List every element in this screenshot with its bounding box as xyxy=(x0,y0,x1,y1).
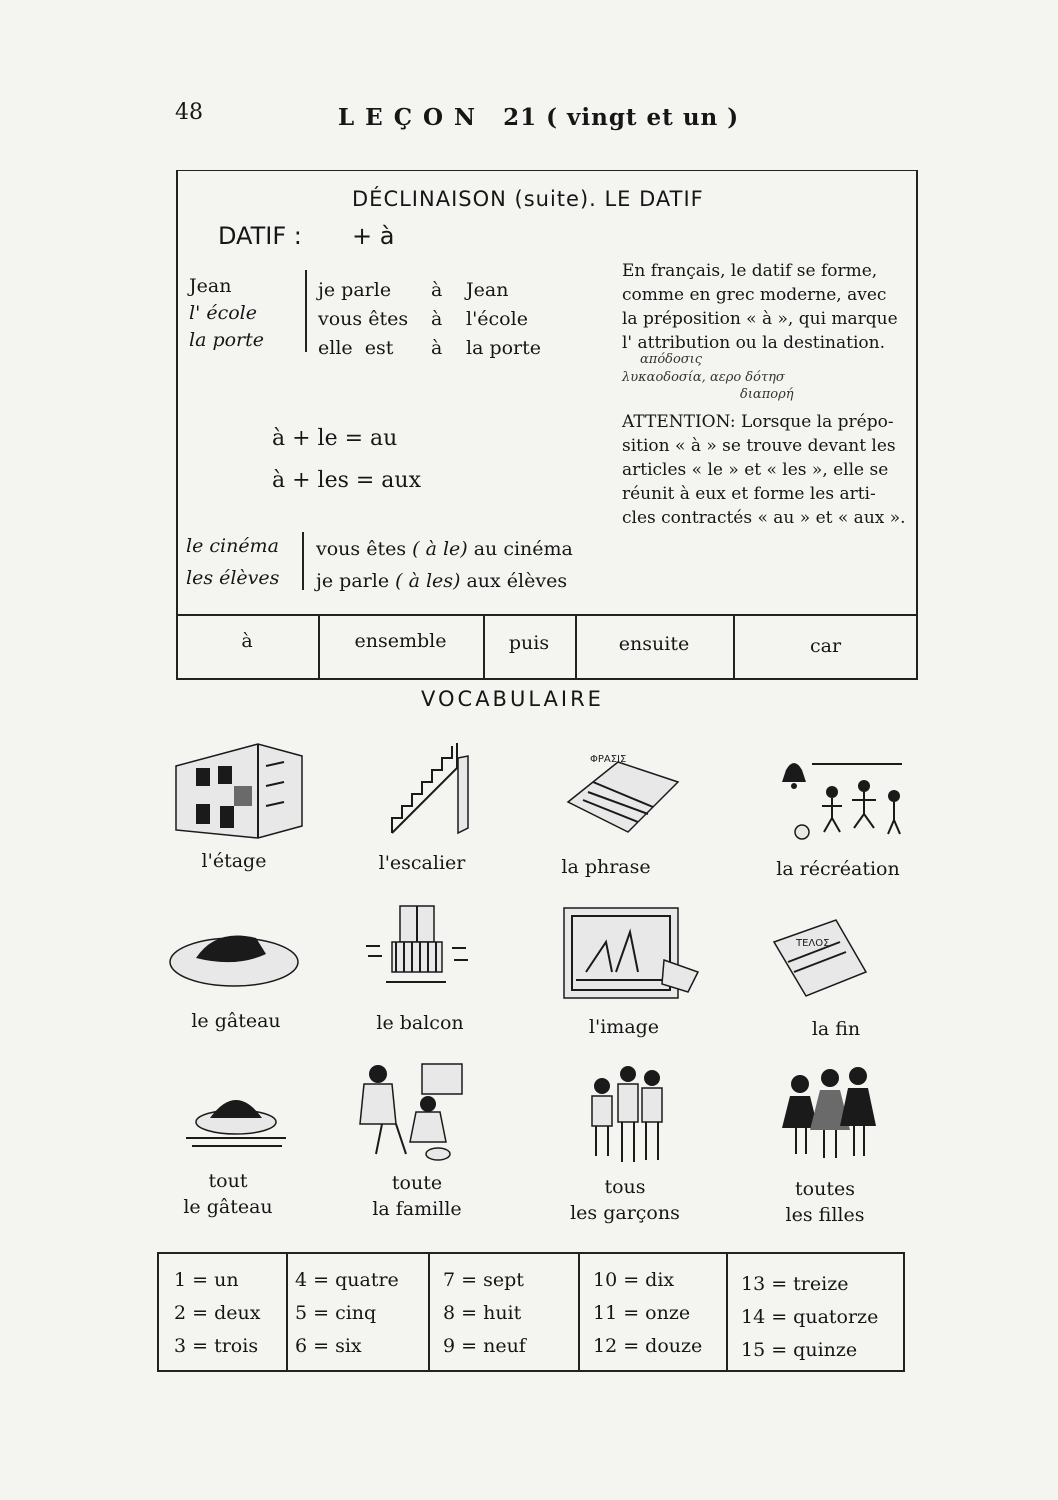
example-paren: ( à le) xyxy=(412,538,468,560)
explanation-line: la préposition « à », qui marque xyxy=(622,309,898,329)
attention-text xyxy=(622,410,912,530)
noun-ecole: l' école xyxy=(189,302,257,324)
tout-word: tous xyxy=(604,1176,646,1198)
explanation-text xyxy=(622,259,912,355)
sentence-pre: elle est xyxy=(318,337,394,359)
example-sentences xyxy=(316,533,573,597)
example-result: au cinéma xyxy=(473,538,573,560)
col-divider xyxy=(726,1252,728,1372)
number-entry: 5 = cinq xyxy=(295,1302,377,1324)
explanation-line: l' attribution ou la destination. xyxy=(622,333,886,353)
tout-noun: les filles xyxy=(785,1204,865,1226)
number-entry: 2 = deux xyxy=(174,1302,261,1324)
sentence-row xyxy=(318,305,558,334)
number-entry: 8 = huit xyxy=(443,1302,522,1324)
number-entry: 11 = onze xyxy=(593,1302,691,1324)
vocab-caption: l'image xyxy=(588,1016,660,1038)
number-entry: 7 = sept xyxy=(443,1269,524,1291)
girls-illustration xyxy=(778,1062,882,1166)
tout-word: toute xyxy=(391,1172,443,1194)
staircase-illustration xyxy=(372,738,472,838)
fin-label: ΤΕΛΟΣ xyxy=(796,938,830,949)
table-divider xyxy=(176,614,918,616)
bracket-line xyxy=(302,532,304,590)
noun-list xyxy=(189,273,264,354)
sentence-pre: je parle xyxy=(318,279,392,301)
vocab-caption: le balcon xyxy=(376,1012,464,1034)
numbers-col-3 xyxy=(443,1264,526,1363)
title-number: 21 xyxy=(503,104,538,131)
family-illustration xyxy=(352,1058,470,1168)
number-entry: 10 = dix xyxy=(593,1269,675,1291)
number-entry: 3 = trois xyxy=(174,1335,259,1357)
numbers-col-2 xyxy=(295,1264,399,1363)
noun-jean: Jean xyxy=(189,275,232,297)
example-text: je parle xyxy=(316,570,390,592)
recreation-illustration xyxy=(772,752,912,847)
boys-illustration xyxy=(578,1060,674,1168)
vocab-caption: la récréation xyxy=(776,858,900,880)
example-noun: le cinéma xyxy=(186,535,279,557)
tout-caption xyxy=(163,1168,293,1220)
sentence-prep: à xyxy=(431,308,443,330)
numbers-col-4 xyxy=(593,1264,702,1363)
contraction-aux: à + les = aux xyxy=(272,468,421,493)
house-floor-illustration xyxy=(168,726,308,841)
phrase-label: ΦΡΑΣΙΣ xyxy=(590,754,627,765)
number-entry: 6 = six xyxy=(295,1335,362,1357)
word-cell: car xyxy=(809,635,842,657)
cake-illustration xyxy=(166,918,302,990)
explanation-line: En français, le datif se forme, xyxy=(622,261,878,281)
sentence-prep: à xyxy=(431,279,443,301)
sentence-prep: à xyxy=(431,337,443,359)
example-nouns xyxy=(186,530,279,594)
handwritten-note-1: απόδοσις xyxy=(640,352,703,367)
tout-noun: la famille xyxy=(372,1198,462,1220)
example-text: vous êtes xyxy=(316,538,407,560)
number-entry: 13 = treize xyxy=(741,1273,849,1295)
sentence-list xyxy=(318,276,558,363)
sentence-obj: Jean xyxy=(466,279,509,301)
example-sentence xyxy=(316,533,573,565)
tout-caption xyxy=(752,1176,898,1228)
vocab-caption: l'étage xyxy=(201,850,267,872)
numbers-col-5 xyxy=(741,1268,878,1367)
attention-line: ATTENTION: Lorsque la prépo- xyxy=(622,412,894,432)
sentence-row xyxy=(318,276,558,305)
number-entry: 15 = quinze xyxy=(741,1339,858,1361)
datif-formula: + à xyxy=(352,222,395,250)
attention-line: cles contractés « au » et « aux ». xyxy=(622,508,906,528)
tout-noun: le gâteau xyxy=(183,1196,273,1218)
number-entry: 9 = neuf xyxy=(443,1335,526,1357)
vocabulary-heading: VOCABULAIRE xyxy=(421,687,604,711)
col-divider xyxy=(428,1252,430,1372)
tout-caption xyxy=(560,1174,690,1226)
sentence-obj: la porte xyxy=(466,337,542,359)
section-heading: DÉCLINAISON (suite). LE DATIF xyxy=(352,187,704,211)
book-end-illustration xyxy=(766,912,876,1002)
vocab-caption: la phrase xyxy=(561,856,651,878)
col-divider xyxy=(286,1252,288,1372)
handwritten-note-2: λυκαοδοσία, αερο δότησ xyxy=(622,370,785,385)
number-entry: 4 = quatre xyxy=(295,1269,399,1291)
example-sentence xyxy=(316,565,573,597)
picture-image-illustration xyxy=(556,902,706,1007)
vocab-caption: le gâteau xyxy=(191,1010,281,1032)
tout-word: tout xyxy=(208,1170,248,1192)
title-rest: ( vingt et un ) xyxy=(546,104,740,131)
book-phrase-illustration xyxy=(558,742,688,842)
lesson-title xyxy=(338,104,739,131)
example-noun: les élèves xyxy=(186,567,280,589)
tout-caption xyxy=(352,1170,482,1222)
tout-noun: les garçons xyxy=(570,1202,680,1224)
word-cell: ensuite xyxy=(618,633,690,655)
example-paren: ( à les) xyxy=(395,570,461,592)
number-entry: 1 = un xyxy=(174,1269,239,1291)
number-entry: 14 = quatorze xyxy=(741,1306,879,1328)
attention-line: articles « le » et « les », elle se xyxy=(622,460,889,480)
word-cell: puis xyxy=(508,632,550,654)
datif-label: DATIF : xyxy=(218,222,302,250)
title-word: LEÇON xyxy=(338,104,487,131)
contraction-au: à + le = au xyxy=(272,426,398,451)
word-cell: ensemble xyxy=(354,630,447,652)
page-number: 48 xyxy=(175,100,203,125)
attention-line: sition « à » se trouve devant les xyxy=(622,436,896,456)
balcony-illustration xyxy=(362,900,474,1000)
numbers-col-1 xyxy=(174,1264,260,1363)
col-divider xyxy=(578,1252,580,1372)
sentence-obj: l'école xyxy=(466,308,528,330)
number-entry: 12 = douze xyxy=(593,1335,703,1357)
tout-word: toutes xyxy=(795,1178,855,1200)
sentence-row xyxy=(318,334,558,363)
handwritten-note-3: διαπορή xyxy=(740,387,794,402)
noun-porte: la porte xyxy=(189,329,265,351)
sentence-pre: vous êtes xyxy=(318,308,409,330)
explanation-line: comme en grec moderne, avec xyxy=(622,285,887,305)
whole-cake-illustration xyxy=(182,1078,292,1158)
bracket-line xyxy=(305,270,307,352)
word-cell: à xyxy=(241,630,253,652)
example-result: aux élèves xyxy=(466,570,568,592)
vocab-caption: la fin xyxy=(811,1018,861,1040)
vocab-caption: l'escalier xyxy=(378,852,466,874)
attention-line: réunit à eux et forme les arti- xyxy=(622,484,876,504)
